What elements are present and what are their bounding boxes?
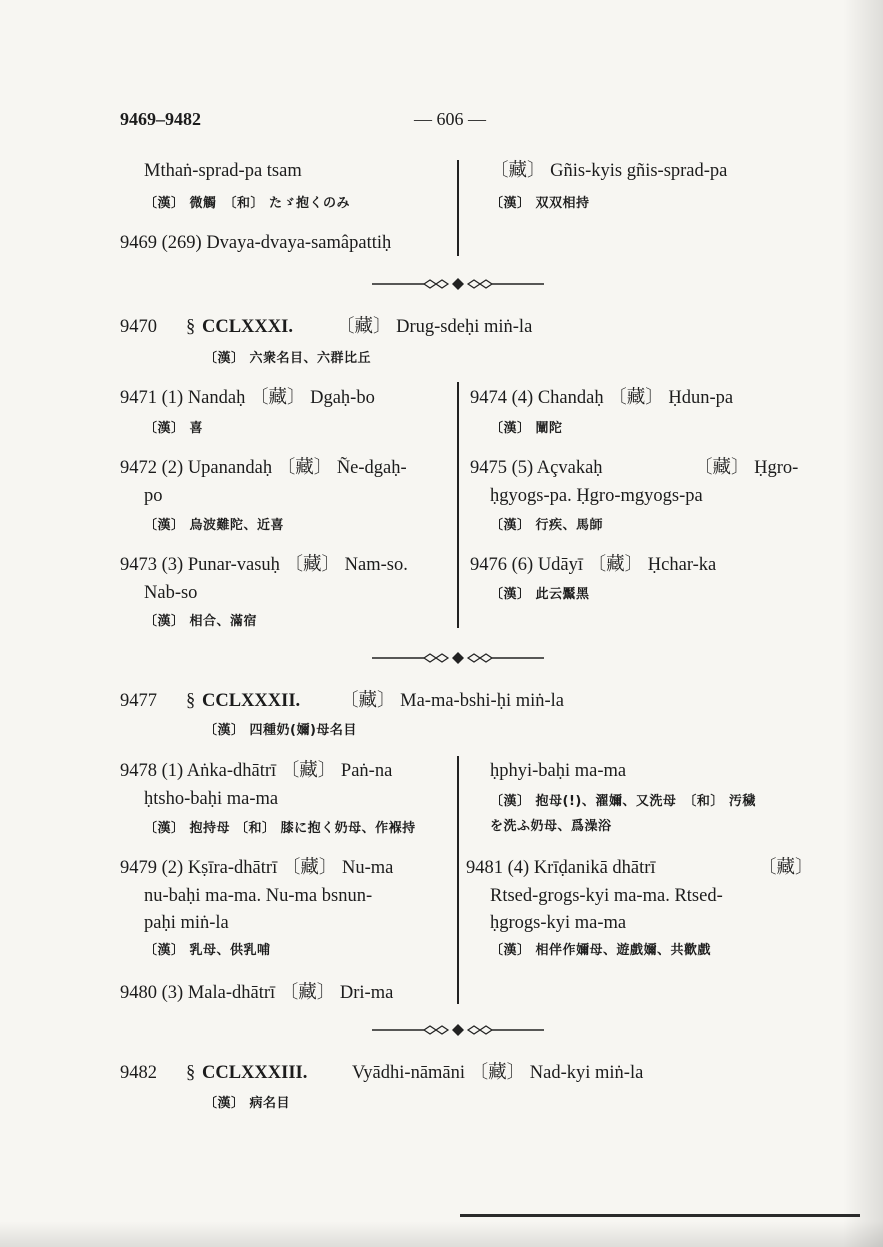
entry-9481-cjk: 〔漢〕 相伴作嬭母、遊戲嬭、共歡戲 <box>490 943 712 958</box>
entry-9474-cjk: 〔漢〕 闡陀 <box>490 421 563 436</box>
section-cjk: 〔漢〕 病名目 <box>204 1096 291 1111</box>
page-edge-shadow <box>843 0 883 1247</box>
section-number-9470: 9470 <box>120 317 157 337</box>
entry-9480-cont: ḥphyi-baḥi ma-ma <box>490 761 627 781</box>
section-title-rest: Vyādhi-nāmāni 〔藏〕 Nad-kyi miṅ-la <box>352 1063 644 1083</box>
entry-9480-cjk: 〔漢〕 抱母(!)、濯嬭、又洗母 〔和〕 汚穢 <box>490 794 756 809</box>
section-ornament <box>372 651 544 665</box>
section-mark: § <box>186 1063 196 1083</box>
entry-9475-cont: ḥgyogs-pa. Ḥgro-mgyogs-pa <box>490 486 703 506</box>
column-divider <box>457 160 459 256</box>
entry-9473-cont: Nab-so <box>144 583 198 603</box>
section-roman-cclxxxi: CCLXXXI. <box>202 317 293 337</box>
entry-9476: 9476 (6) Udāyī 〔藏〕 Ḥchar-ka <box>470 555 717 575</box>
section-number-9482: 9482 <box>120 1063 157 1083</box>
entry-9481-cont2: ḥgrogs-kyi ma-ma <box>490 913 627 933</box>
entry-9479: 9479 (2) Kṣīra-dhātrī 〔藏〕 Nu-ma <box>120 858 394 878</box>
entry-9478-cont: ḥtsho-baḥi ma-ma <box>144 789 279 809</box>
section-ornament <box>372 277 544 291</box>
page-bottom-shadow <box>0 1221 883 1247</box>
section-roman-cclxxxiii: CCLXXXIII. <box>202 1063 308 1083</box>
section-number-9477: 9477 <box>120 691 157 711</box>
section-cjk: 〔漢〕 四種奶(嬭)母名目 <box>204 723 357 738</box>
entry-9472: 9472 (2) Upanandaḥ 〔藏〕 Ñe-dgaḥ- <box>120 458 407 478</box>
column-divider <box>457 382 459 628</box>
entry-9479-cjk: 〔漢〕 乳母、供乳哺 <box>144 943 271 958</box>
entry-9481-tib: 〔藏〕 <box>758 858 814 878</box>
section-ornament <box>372 1023 544 1037</box>
page-number: — 606 — <box>414 109 486 129</box>
section-mark: § <box>186 691 196 711</box>
entry-9474: 9474 (4) Chandaḥ 〔藏〕 Ḥdun-pa <box>470 388 734 408</box>
entry-9469: 9469 (269) Dvaya-dvaya-samâpattiḥ <box>120 233 392 253</box>
column-divider <box>457 756 459 1004</box>
prev-right-line1: 〔藏〕 Gñis-kyis gñis-sprad-pa <box>490 161 728 181</box>
entry-9475-tib: 〔藏〕 Ḥgro- <box>694 458 799 478</box>
section-roman-cclxxxii: CCLXXXII. <box>202 691 301 711</box>
entry-9472-cjk: 〔漢〕 烏波難陀、近喜 <box>144 518 285 533</box>
entry-9478: 9478 (1) Aṅka-dhātrī 〔藏〕 Paṅ-na <box>120 761 393 781</box>
prev-right-cjk: 〔漢〕 双双相持 <box>490 196 590 211</box>
entry-9480: 9480 (3) Mala-dhātrī 〔藏〕 Dri-ma <box>120 983 394 1003</box>
entry-9481: 9481 (4) Krīḍanikā dhātrī <box>466 858 656 878</box>
entry-9475: 9475 (5) Açvakaḥ <box>470 458 603 478</box>
prev-left-cjk: 〔漢〕 微觸 〔和〕 たゞ抱くのみ <box>144 196 351 211</box>
prev-left-line1: Mthaṅ-sprad-pa tsam <box>144 161 302 181</box>
entry-9481-cont: Rtsed-grogs-kyi ma-ma. Rtsed- <box>490 886 723 906</box>
entry-9478-cjk: 〔漢〕 抱持母 〔和〕 膝に抱く奶母、作褓持 <box>144 821 416 836</box>
entry-9471: 9471 (1) Nandaḥ 〔藏〕 Dgaḥ-bo <box>120 388 375 408</box>
entry-9479-cont2: paḥi miṅ-la <box>144 913 229 933</box>
entry-9473-cjk: 〔漢〕 相合、滿宿 <box>144 614 258 629</box>
section-mark: § <box>186 317 196 337</box>
entry-9473: 9473 (3) Punar-vasuḥ 〔藏〕 Nam-so. <box>120 555 408 575</box>
section-title-rest: 〔藏〕 Ma-ma-bshi-ḥi miṅ-la <box>340 691 565 711</box>
entry-9479-cont: nu-baḥi ma-ma. Nu-ma bsnun- <box>144 886 373 906</box>
entry-9471-cjk: 〔漢〕 喜 <box>144 421 204 436</box>
entry-9475-cjk: 〔漢〕 行疾、馬師 <box>490 518 604 533</box>
bottom-edge-line <box>460 1214 860 1217</box>
entry-range: 9469–9482 <box>120 109 201 129</box>
section-title-rest: 〔藏〕 Drug-sdeḥi miṅ-la <box>336 317 533 337</box>
entry-9480-cjk2: を洗ふ奶母、爲澡浴 <box>490 819 612 834</box>
section-cjk: 〔漢〕 六衆名目、六群比丘 <box>204 351 372 366</box>
entry-9472-cont: po <box>144 486 163 506</box>
entry-9476-cjk: 〔漢〕 此云黶黑 <box>490 587 590 602</box>
